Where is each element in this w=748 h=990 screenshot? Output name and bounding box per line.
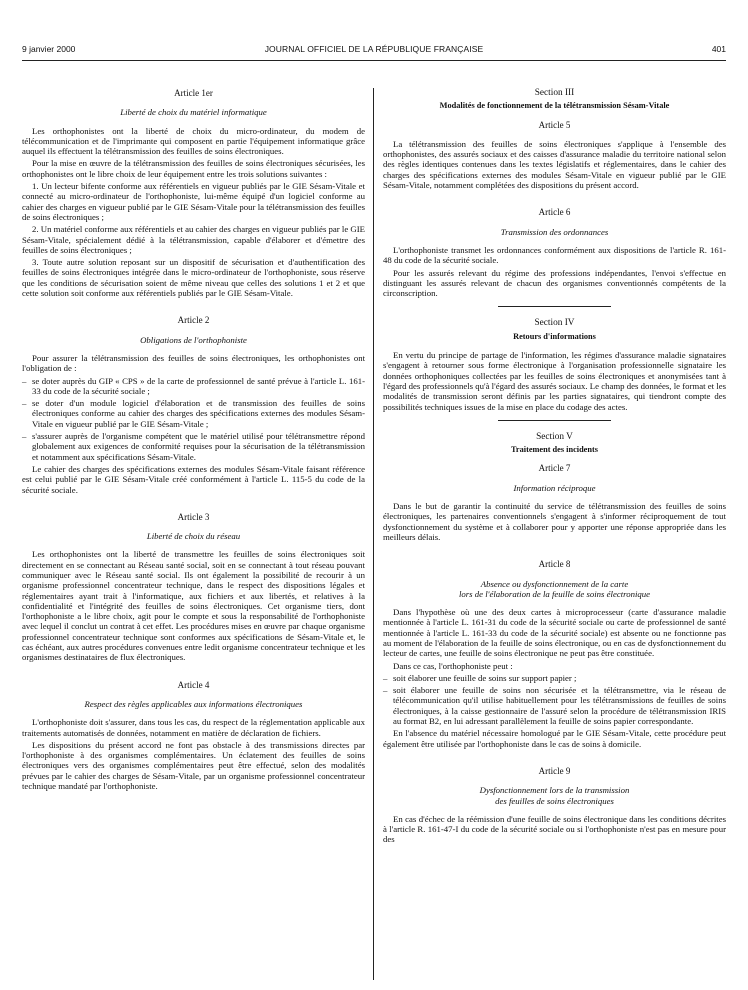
- article-2-paragraph: Le cahier des charges des spécifications externes des modules Sésam-Vitale faisant référence est celui publié par le GIE Sésam-Vitale créé conformément à l'article L. 115-5 du code de la sécurité sociale.: [22, 463, 365, 495]
- header-rule: [22, 60, 726, 61]
- journal-title: JOURNAL OFFICIEL DE LA RÉPUBLIQUE FRANÇAISE: [264, 44, 484, 54]
- article-2-title: Obligations de l'orthophoniste: [140, 334, 247, 345]
- article-6-heading: Article 6: [538, 207, 571, 218]
- section-separator: [498, 420, 611, 421]
- page-number: 401: [711, 44, 726, 54]
- article-3-title: Liberté de choix du réseau: [146, 531, 241, 542]
- section-4-heading: Section IV: [534, 318, 575, 329]
- article-9-title-line1: Dysfonctionnement lors de la transmission: [479, 785, 630, 796]
- article-4-paragraph: L'orthophoniste doit s'assurer, dans tous les cas, du respect de la réglementation applicable aux traitements automatisés de données, notamment en matière de déclaration de fichiers.: [22, 717, 365, 738]
- column-divider: [373, 88, 374, 980]
- article-8-bullet: – soit élaborer une feuille de soins non sécurisée et la télétransmettre, via le réseau de télécommunication qu'il utilise habituellement pour les télétransmissions de feuilles de soins électroniques, à la caisse gestionnaire de l'assuré selon la procédure de télétransmission IRIS au format B2, en lui adressant parallèlement la feuille de soins papier correspondante.: [383, 685, 726, 727]
- article-9-title-line2: des feuilles de soins électroniques: [495, 795, 614, 806]
- article-6-title: Transmission des ordonnances: [500, 226, 609, 237]
- article-1-solution: 2. Un matériel conforme aux référentiels et au cahier des charges en vigueur publiés par le GIE Sésam-Vitale, spécialement dédié à la télétransmission, capable d'élaborer et d'émettre des feuilles de soins électroniques ;: [22, 224, 365, 255]
- article-8-title-line2: lors de l'élaboration de la feuille de soins électronique: [458, 588, 651, 599]
- section-4-paragraph: En vertu du principe de partage de l'information, les régimes d'assurance maladie signataires s'engagent à retourner sous forme électronique à l'organisation professionnelle signataire les données orthophoniques collectées par les feuilles de soins électroniques et anonymisées tant à l'égard des professionnels qu'à l'égard des assurés sociaux. Le champ des données, le format et les modalités de transmission seront définis par les parties signataires, qui tiendront compte des possibilités techniques issues de la mise en place du codage des actes.: [383, 350, 726, 412]
- article-3-heading: Article 3: [177, 511, 210, 522]
- article-2-paragraph: Pour assurer la télétransmission des feuilles de soins électroniques, les orthophonistes ont l'obligation de :: [22, 352, 365, 374]
- article-5-paragraph: La télétransmission des feuilles de soins électroniques s'applique à l'ensemble des orthophonistes, des assurés sociaux et des caisses d'assurance maladie du territoire national selon des règles identiques contenues dans les textes législatifs et réglementaires, dans le cahier des charges des spécifications externes des modules Sésam-Vitale en vigueur publié par le GIE Sésam-Vitale, notamment complétées des dispositions du présent accord.: [383, 138, 726, 191]
- article-8-heading: Article 8: [538, 559, 571, 570]
- article-9-heading: Article 9: [538, 765, 571, 776]
- article-2-bullet: – s'assurer auprès de l'organisme compétent que le matériel utilisé pour télétransmettre répond globalement aux exigences de conformité requises pour la sécurisation de la télétransmission et notamment aux spécifications Sésam-Vitale.: [22, 431, 365, 462]
- section-3-title: Modalités de fonctionnement de la télétransmission Sésam-Vitale: [439, 101, 670, 111]
- article-8-paragraph: Dans l'hypothèse où une des deux cartes à microprocesseur (carte d'assurance maladie mentionnée à l'article L. 161-31 du code de la sécurité sociale ou carte de professionnel de santé mentionnée à l'article L. 161-33 du code de la sécurité sociale) est absente ou ne fonctionne pas au moment de l'élaboration de la feuille de soins électronique, ou en cas de dysfonctionnement du lecteur de cartes, une feuille de soins électronique ne peut pas être constituée.: [383, 607, 726, 659]
- article-2-bullet: – se doter auprès du GIP « CPS » de la carte de professionnel de santé prévue à l'article L. 161-33 du code de la sécurité sociale ;: [22, 375, 365, 396]
- article-6-paragraph: L'orthophoniste transmet les ordonnances conformément aux dispositions de l'article R. 161-48 du code de la sécurité sociale.: [383, 244, 726, 266]
- article-6-paragraph: Pour les assurés relevant du régime des professions indépendantes, l'envoi s'effectue en distinguant les assurés relevant de chacun des organismes conventionnés compétents de la circonscription.: [383, 267, 726, 299]
- article-1-paragraph: Pour la mise en œuvre de la télétransmission des feuilles de soins électroniques sécurisées, les orthophonistes ont le libre choix de leur équipement entre les trois solutions suivantes :: [22, 158, 365, 179]
- article-5-heading: Article 5: [538, 119, 571, 130]
- section-separator: [498, 306, 611, 307]
- article-4-title: Respect des règles applicables aux informations électroniques: [84, 698, 303, 709]
- article-8-paragraph: En l'absence du matériel nécessaire homologué par le GIE Sésam-Vitale, cette procédure peut également être utilisée par l'orthophoniste dans le cas de soins à domicile.: [383, 728, 726, 749]
- section-5-title: Traitement des incidents: [511, 445, 598, 455]
- article-1-paragraph: Les orthophonistes ont la liberté de choix du micro-ordinateur, du modem de télécommunication et de l'imprimante qui composent en partie l'équipement informatique grâce auquel ils effectuent la télétransmission des feuilles de soins électroniques.: [22, 125, 365, 157]
- article-7-paragraph: Dans le but de garantir la continuité du service de télétransmission des feuilles de soins électroniques, les partenaires conventionnels s'engagent à s'informer réciproquement de tout dysfonctionnement du système et à collaborer pour y apporter une réponse appropriée dans les meilleurs délais.: [383, 501, 726, 542]
- article-9-paragraph: En cas d'échec de la réémission d'une feuille de soins électronique dans les conditions décrites à l'article R. 161-47-I du code de la sécurité sociale ou si l'orthophoniste n'est pas en mesure pour des: [383, 813, 726, 845]
- article-1-solution: 3. Toute autre solution reposant sur un dispositif de sécurisation et d'authentification des feuilles de soins électroniques intégrée dans le micro-ordinateur de l'orthophoniste, sous réserve que les conditions de sécurisation soient de même niveau que celles des solutions 1 et 2 et que cette solution soit conforme aux référentiels publiés par le GIE Sésam-Vitale.: [22, 257, 365, 299]
- article-1-heading: Article 1er: [174, 88, 213, 98]
- article-1-title: Liberté de choix du matériel informatique: [120, 107, 267, 118]
- page-header: [22, 44, 726, 58]
- left-column: [22, 88, 365, 793]
- article-8-bullet: – soit élaborer une feuille de soins sur support papier ;: [383, 672, 577, 683]
- article-7-heading: Article 7: [538, 463, 571, 474]
- section-3-heading: Section III: [534, 88, 575, 98]
- article-2-heading: Article 2: [177, 315, 210, 326]
- article-3-paragraph: Les orthophonistes ont la liberté de transmettre les feuilles de soins électroniques soit directement en se connectant au Réseau santé social, soit en se connectant à tout réseau pouvant communiquer avec le Réseau santé social. Ils ont également la possibilité de recourir à un organisme professionnel concentrateur technique, dans le respect des dispositions légales et réglementaires ayant trait à l'informatique, aux fichiers et aux libertés, et relatives à la confidentialité et l'intégrité des feuilles de soins électroniques. Cet organisme tiers, dont l'orthophoniste a le libre choix, agit pour le compte et sous la responsabilité de l'orthophoniste avec lequel il conclut un contrat à cet effet. Les procédures mises en œuvre par chaque organisme professionnel concentrateur technique sont conformes aux spécifications de Sésam-Vitale et, le cas échéant, aux autres procédures convenues entre ledit organisme concentrateur technique et les organismes destinataires de flux électroniques.: [22, 549, 365, 663]
- section-4-title: Retours d'informations: [513, 331, 596, 341]
- article-2-bullet: – se doter d'un module logiciel d'élaboration et de transmission des feuilles de soins électroniques conforme au cahier des charges des spécifications externes des modules Sésam-Vitale en vigueur publié par le GIE Sésam-Vitale ;: [22, 398, 365, 429]
- article-7-title: Information réciproque: [513, 482, 596, 493]
- right-column: [383, 88, 726, 847]
- article-4-paragraph: Les dispositions du présent accord ne font pas obstacle à des transmissions directes par l'orthophoniste à des organismes complémentaires. Un éclatement des feuilles de soins électroniques vers des organismes complémentaires peut être effectué, selon des modalités prévues par le cahier des charges de Sésam-Vitale, par un organisme professionnel concentrateur technique mandaté par l'orthophoniste.: [22, 739, 365, 792]
- article-8-paragraph: Dans ce cas, l'orthophoniste peut :: [393, 660, 513, 671]
- header-date: 9 janvier 2000: [22, 44, 76, 54]
- section-5-heading: Section V: [536, 431, 573, 442]
- article-1-solution: 1. Un lecteur bifente conforme aux référentiels en vigueur publiés par le GIE Sésam-Vitale et connecté au micro-ordinateur de l'orthophoniste, lui-même équipé d'un logiciel conforme au cahier des charges en vigueur publié par le GIE Sésam-Vitale pour la télétransmission des feuilles de soins électroniques ;: [22, 181, 365, 222]
- article-8-title-line1: Absence ou dysfonctionnement de la carte: [480, 578, 629, 589]
- article-4-heading: Article 4: [177, 679, 210, 690]
